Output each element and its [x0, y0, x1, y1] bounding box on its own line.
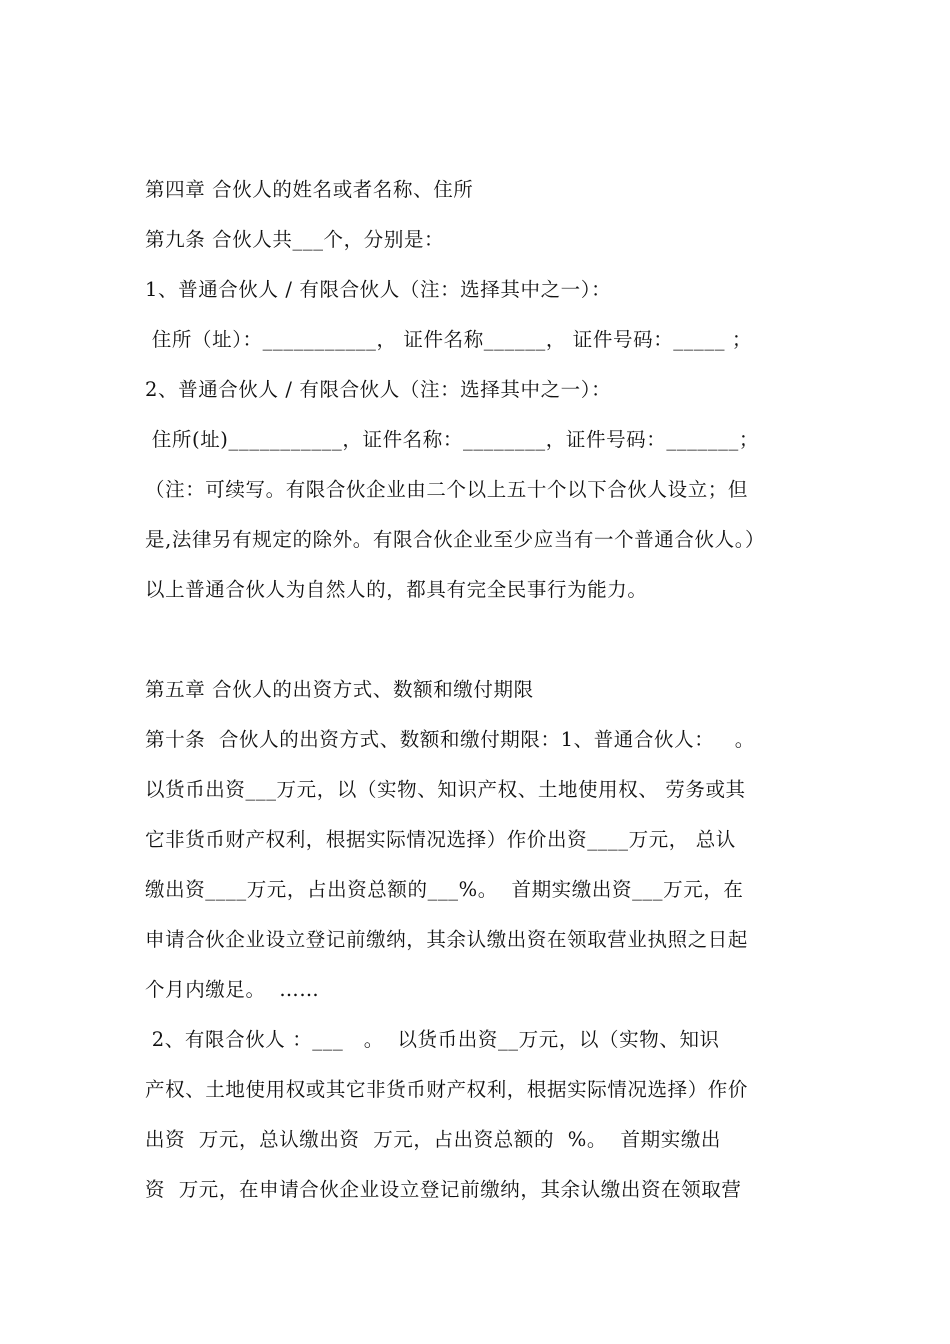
limited-partner-line-2: 产权、土地使用权或其它非货币财产权利，根据实际情况选择）作价: [145, 1078, 749, 1101]
note-line-1: （注：可续写。有限合伙企业由二个以上五十个以下合伙人设立；但: [145, 478, 749, 501]
limited-partner-line-4: 资 万元，在申请合伙企业设立登记前缴纳，其余认缴出资在领取营: [145, 1178, 742, 1201]
partner-2-heading: 2、普通合伙人 / 有限合伙人（注：选择其中之一）：: [145, 378, 612, 401]
article-9: 第九条 合伙人共___个，分别是：: [145, 228, 445, 251]
article-10-line-3: 缴出资____万元，占出资总额的___%。 首期实缴出资___万元，在: [145, 878, 744, 901]
article-10-line-2: 它非货币财产权利，根据实际情况选择）作价出资____万元， 总认: [145, 828, 736, 851]
note-line-3: 以上普通合伙人为自然人的，都具有完全民事行为能力。: [145, 578, 648, 601]
chapter-5-title: 第五章 合伙人的出资方式、数额和缴付期限: [145, 678, 534, 701]
partner-1-address: 住所（址）：___________， 证件名称______， 证件号码：_____ ；: [145, 328, 752, 351]
note-line-2: 是,法律另有规定的除外。有限合伙企业至少应当有一个普通合伙人。）: [145, 528, 766, 551]
partner-1-heading: 1、普通合伙人 / 有限合伙人（注：选择其中之一）：: [145, 278, 612, 301]
article-10: 第十条 合伙人的出资方式、数额和缴付期限：1、普通合伙人： 。: [145, 728, 755, 751]
partner-2-address: 住所(址)___________，证件名称：________，证件号码：_______；: [145, 428, 759, 451]
limited-partner-line-3: 出资 万元，总认缴出资 万元，占出资总额的 %。 首期实缴出: [145, 1128, 722, 1151]
article-10-line-4: 申请合伙企业设立登记前缴纳，其余认缴出资在领取营业执照之日起: [145, 928, 749, 951]
article-10-line-5: 个月内缴足。 ……: [145, 978, 320, 1001]
limited-partner-line-1: 2、有限合伙人 ：___ 。 以货币出资__万元，以（实物、知识: [145, 1028, 720, 1051]
chapter-4-title: 第四章 合伙人的姓名或者名称、住所: [145, 178, 474, 201]
article-10-line-1: 以货币出资___万元，以（实物、知识产权、土地使用权、 劳务或其: [145, 778, 746, 801]
